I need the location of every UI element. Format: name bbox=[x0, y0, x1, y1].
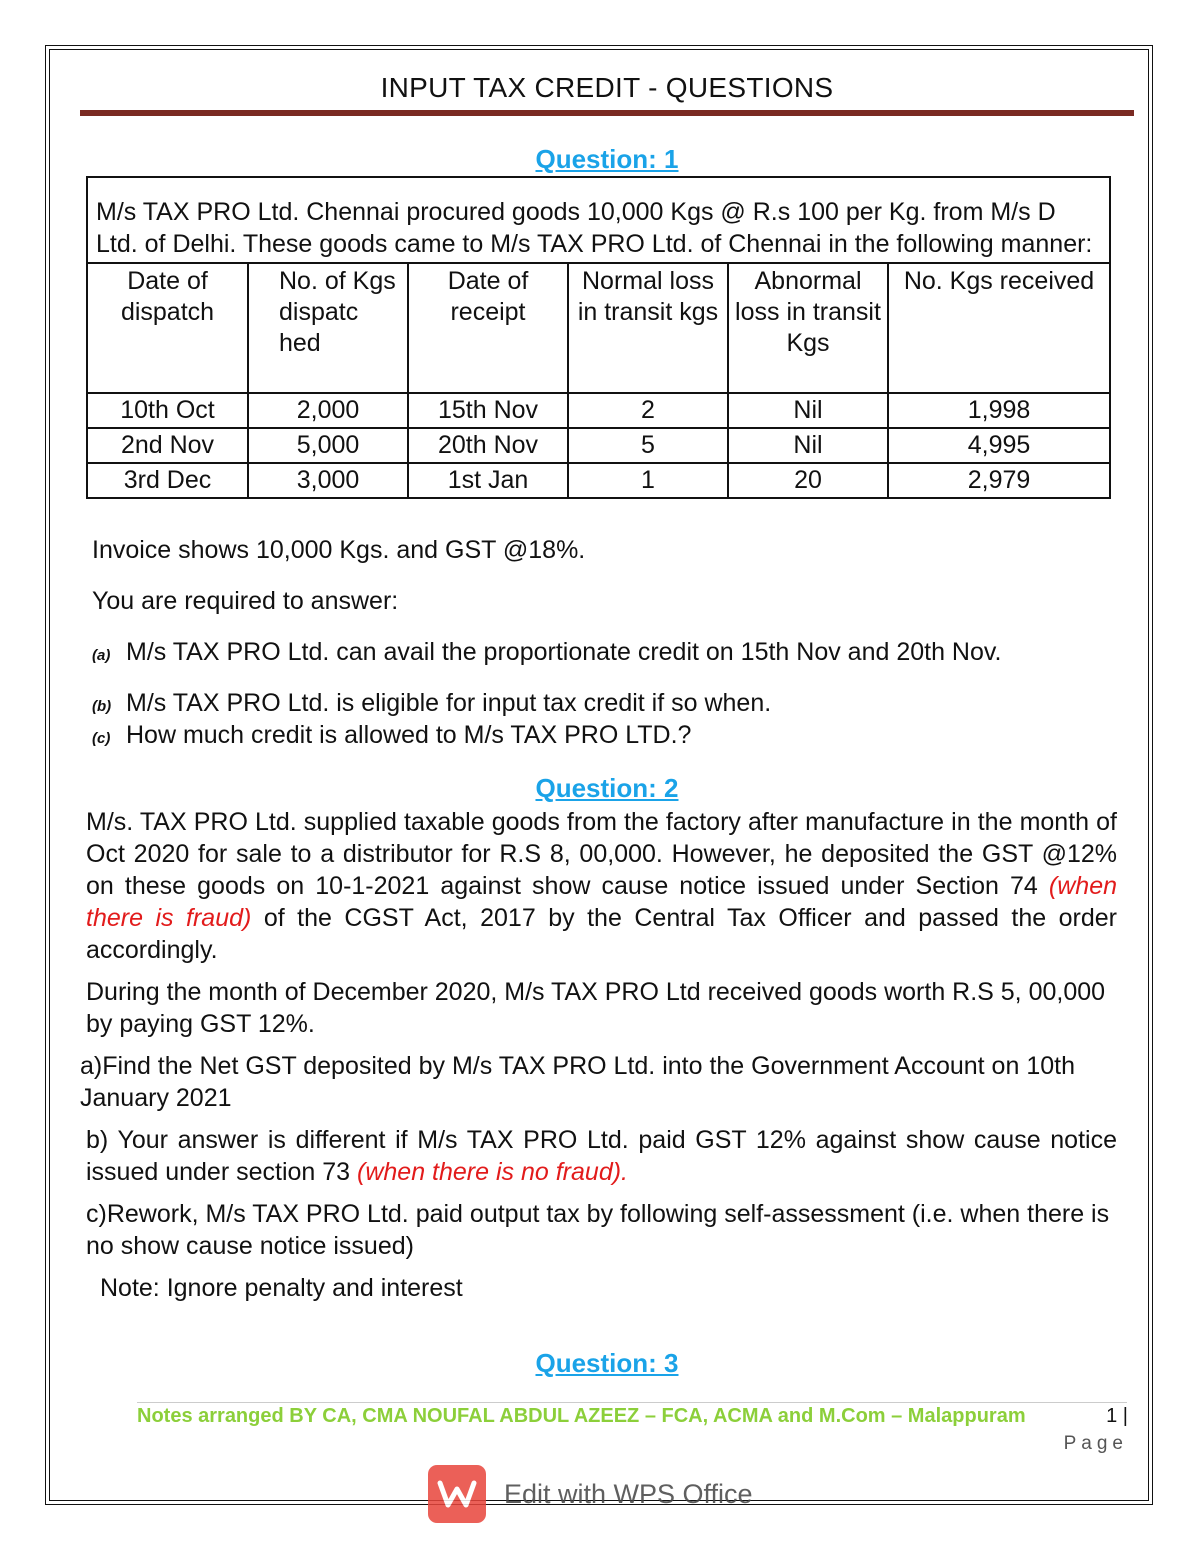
table-cell: 20 bbox=[728, 463, 888, 497]
table-cell: 2,979 bbox=[888, 463, 1109, 497]
question-3-heading: Question: 3 bbox=[535, 1348, 679, 1378]
table-header-cell: Abnormal loss in transit Kgs bbox=[728, 263, 888, 393]
table-cell: Nil bbox=[728, 428, 888, 463]
question-2-part-b bbox=[86, 1124, 1117, 1188]
table-cell: 1 bbox=[568, 463, 728, 497]
invoice-note: Invoice shows 10,000 Kgs. and GST @18%. bbox=[92, 536, 586, 564]
list-item-text: How much credit is allowed to M/s TAX PRO LTD.? bbox=[126, 721, 692, 749]
note-text: Note: Ignore penalty and interest bbox=[100, 1274, 463, 1302]
list-item-text: M/s TAX PRO Ltd. is eligible for input tax credit if so when. bbox=[126, 689, 772, 717]
list-item-text: M/s TAX PRO Ltd. can avail the proportionate credit on 15th Nov and 20th Nov. bbox=[126, 638, 1002, 666]
paragraph-text: M/s. TAX PRO Ltd. supplied taxable goods from the factory after manufacture in the month of Oct 2020 for sale to a distributor for R.S 8, 00,000. However, he deposited the GST @12% on these goods on 10-1-2021 against show cause notice issued under Section 74 bbox=[86, 808, 1117, 900]
table-cell: 20th Nov bbox=[408, 428, 568, 463]
footer-credit: Notes arranged BY CA, CMA NOUFAL ABDUL AZEEZ – FCA, ACMA and M.Com – Malappuram bbox=[137, 1405, 1026, 1427]
no-fraud-note: (when there is no fraud). bbox=[357, 1158, 628, 1186]
wps-logo-icon bbox=[428, 1465, 486, 1523]
question-2-part-a: a)Find the Net GST deposited by M/s TAX PRO Ltd. into the Government Account on 10th January 2021 bbox=[80, 1052, 1075, 1112]
list-marker: (a) bbox=[92, 647, 111, 664]
table-header-cell: No. of Kgs dispatc hed bbox=[248, 263, 408, 393]
question-2-heading: Question: 2 bbox=[535, 773, 679, 803]
table-header-row bbox=[88, 263, 1109, 393]
question-2-paragraph-1 bbox=[86, 806, 1117, 966]
table-row bbox=[88, 463, 1109, 497]
table-cell: 15th Nov bbox=[408, 393, 568, 428]
fraud-note: (when there is fraud) bbox=[86, 872, 1117, 932]
table-header-cell: Date of dispatch bbox=[88, 263, 248, 393]
question-1-heading: Question: 1 bbox=[535, 144, 679, 174]
wps-watermark-text: Edit with WPS Office bbox=[504, 1478, 753, 1509]
table-header-cell: Date of receipt bbox=[408, 263, 568, 393]
list-marker: (c) bbox=[92, 730, 111, 747]
paragraph-text: of the CGST Act, 2017 by the Central Tax Officer and passed the order accordingly. bbox=[86, 904, 1117, 964]
wps-watermark bbox=[428, 1465, 753, 1523]
page-number: 1 | bbox=[1106, 1405, 1128, 1427]
page-label: Page bbox=[1063, 1433, 1128, 1454]
table-row bbox=[88, 393, 1109, 428]
list-item bbox=[92, 719, 691, 755]
table-cell: 2 bbox=[568, 393, 728, 428]
title-rule bbox=[80, 110, 1134, 116]
table-cell: 2,000 bbox=[248, 393, 408, 428]
footer-rule bbox=[137, 1402, 1127, 1403]
table-cell: 5,000 bbox=[248, 428, 408, 463]
list-item bbox=[92, 636, 1001, 672]
table-cell: 4,995 bbox=[888, 428, 1109, 463]
table-header-cell: No. Kgs received bbox=[888, 263, 1109, 393]
table-cell: 2nd Nov bbox=[88, 428, 248, 463]
question-1-intro: M/s TAX PRO Ltd. Chennai procured goods 10,000 Kgs @ R.s 100 per Kg. from M/s D Ltd. of Delhi. These goods came to M/s TAX PRO Ltd. of Chennai in the following manner: bbox=[96, 198, 1093, 258]
table-header-cell: Normal loss in transit kgs bbox=[568, 263, 728, 393]
table-cell: 3rd Dec bbox=[88, 463, 248, 497]
table-cell: 3,000 bbox=[248, 463, 408, 497]
dispatch-table bbox=[88, 262, 1109, 497]
required-text: You are required to answer: bbox=[92, 587, 399, 615]
page-title: INPUT TAX CREDIT - QUESTIONS bbox=[380, 72, 834, 103]
question-1-box bbox=[86, 176, 1111, 499]
paragraph-text: b) Your answer is different if M/s TAX PRO Ltd. paid GST 12% against show cause notice issued under section 73 bbox=[86, 1126, 1117, 1186]
table-cell: Nil bbox=[728, 393, 888, 428]
list-item bbox=[92, 687, 771, 723]
question-2-part-c: c)Rework, M/s TAX PRO Ltd. paid output tax by following self-assessment (i.e. when there is no show cause notice issued) bbox=[86, 1200, 1110, 1260]
table-cell: 1st Jan bbox=[408, 463, 568, 497]
table-cell: 1,998 bbox=[888, 393, 1109, 428]
list-marker: (b) bbox=[92, 698, 112, 715]
table-row bbox=[88, 428, 1109, 463]
table-cell: 10th Oct bbox=[88, 393, 248, 428]
question-2-paragraph-2: During the month of December 2020, M/s TAX PRO Ltd received goods worth R.S 5, 00,000 by paying GST 12%. bbox=[86, 978, 1106, 1038]
table-cell: 5 bbox=[568, 428, 728, 463]
